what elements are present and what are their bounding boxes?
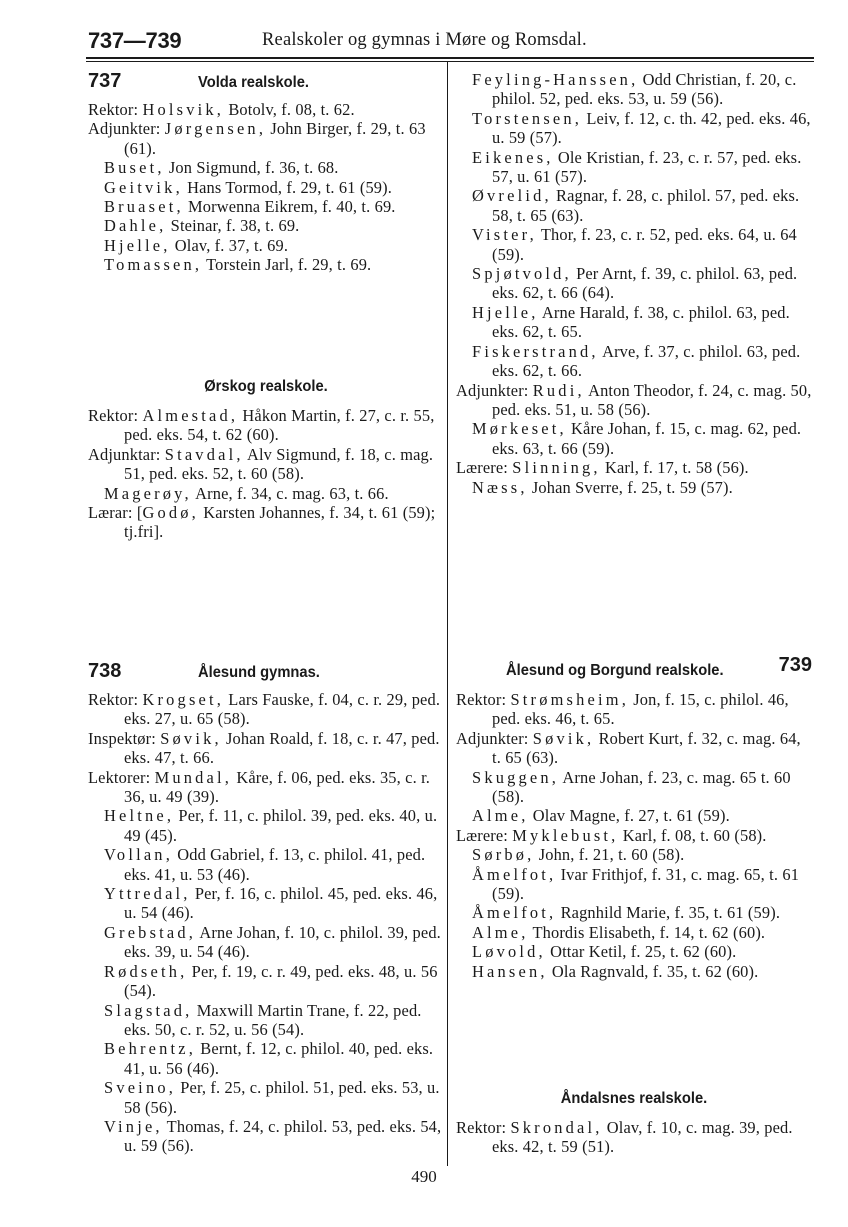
- entry-details: Hans Tormod, f. 29, t. 61 (59).: [182, 177, 392, 197]
- role-label: Adjunkter:: [456, 380, 533, 400]
- entry-details: Morwenna Eikrem, f. 40, t. 69.: [183, 197, 396, 217]
- staff-entry: [88, 884, 444, 923]
- surname: Rødseth,: [104, 961, 188, 981]
- surname: Grebstad,: [104, 922, 197, 942]
- staff-entry: [88, 484, 444, 503]
- role-label: Adjunkter:: [456, 728, 533, 748]
- entry-details: Johan Roald, f. 18, c. r. 47, ped. eks. 47, t. 66.: [124, 728, 440, 768]
- surname: Vinje,: [104, 1116, 163, 1136]
- staff-entry: [456, 342, 812, 381]
- section-title: Ålesund og Borgund realskole.: [506, 662, 724, 679]
- section-title: Ålesund gymnas.: [198, 664, 320, 681]
- andalsnes-entries: [456, 1118, 812, 1157]
- entry-details: Per, f. 11, c. philol. 39, ped. eks. 40, u. 49 (45).: [124, 806, 438, 845]
- surname: Almestad,: [142, 406, 239, 425]
- role-label: Rektor:: [88, 690, 143, 709]
- surname: Fiskerstrand,: [472, 341, 599, 361]
- surname: Myklebust,: [512, 825, 619, 845]
- page-number: 490: [411, 1167, 437, 1186]
- staff-entry: [456, 70, 812, 109]
- andalsnes-section: [456, 1088, 812, 1157]
- section-number: 739: [778, 654, 812, 676]
- surname: Bruaset,: [104, 197, 184, 217]
- entry-details: Thordis Elisabeth, f. 14, t. 62 (60).: [528, 922, 766, 942]
- entry-details: Torstein Jarl, f. 29, t. 69.: [202, 255, 372, 275]
- section-number: 738: [88, 660, 122, 682]
- entry-details: Ragnar, f. 28, c. philol. 57, ped. eks. 58, t. 65 (63).: [492, 186, 800, 225]
- header-rule-thin: [86, 61, 814, 62]
- surname: Åmelfot,: [472, 903, 557, 923]
- surname: Spjøtvold,: [472, 264, 572, 284]
- entry-details: Ragnhild Marie, f. 35, t. 61 (59).: [556, 903, 781, 923]
- staff-entry: [456, 148, 812, 187]
- entry-details: Steinar, f. 38, t. 69.: [166, 216, 300, 236]
- andalsnes-heading: [456, 1088, 812, 1114]
- section-738-entries: [88, 690, 444, 1156]
- entry-details: Lars Fauske, f. 04, c. r. 29, ped. eks. 27, u. 65 (58).: [124, 690, 441, 729]
- entry-details: Arne Johan, f. 23, c. mag. 65 t. 60 (58).: [492, 767, 791, 807]
- staff-entry: [88, 100, 444, 119]
- staff-entry: [88, 503, 444, 542]
- staff-entry: [456, 826, 812, 845]
- entry-details: Anton Theodor, f. 24, c. mag. 50, ped. eks. 51, u. 58 (56).: [492, 380, 812, 419]
- entry-details: Arne, f. 34, c. mag. 63, t. 66.: [191, 483, 389, 503]
- staff-entry: [456, 768, 812, 807]
- surname: Vister,: [472, 225, 537, 245]
- continuation-entries: [456, 70, 812, 497]
- surname: Næss,: [472, 477, 528, 497]
- left-column: [88, 70, 444, 275]
- section-738-heading: [88, 660, 444, 686]
- role-label: Lektorer:: [88, 767, 155, 787]
- section-739: [456, 654, 812, 981]
- surname: Alme,: [472, 922, 529, 942]
- staff-entry: [456, 419, 812, 458]
- staff-entry: [88, 1001, 444, 1040]
- role-label: Lærere:: [456, 458, 513, 478]
- staff-entry: [88, 690, 444, 729]
- section-number: 737: [88, 70, 122, 92]
- entry-details: Maxwill Martin Trane, f. 22, ped. eks. 50, c. r. 52, u. 56 (54).: [124, 1000, 422, 1039]
- entry-details: John, f. 21, t. 60 (58).: [534, 845, 685, 865]
- role-label: Adjunktar:: [88, 444, 165, 464]
- surname: Skuggen,: [472, 767, 560, 787]
- surname: Buset,: [104, 158, 165, 178]
- surname: Magerøy,: [104, 483, 192, 503]
- surname: Slinning,: [512, 458, 601, 478]
- staff-entry: [456, 690, 812, 729]
- role-label: Rektor:: [88, 100, 143, 119]
- entry-details: John Birger, f. 29, t. 63 (61).: [124, 119, 426, 158]
- section-title: Åndalsnes realskole.: [560, 1090, 708, 1107]
- staff-entry: [88, 729, 444, 768]
- staff-entry: [456, 845, 812, 864]
- surname: Yttredal,: [104, 884, 191, 904]
- role-label: Lærar: [: [88, 503, 143, 523]
- surname: Rudi,: [532, 380, 585, 400]
- entry-details: Johan Sverre, f. 25, t. 59 (57).: [527, 477, 733, 497]
- entry-details: Odd Gabriel, f. 13, c. philol. 41, ped. eks. 41, u. 53 (46).: [124, 845, 426, 884]
- staff-entry: [88, 406, 444, 445]
- entry-details: Olav, f. 10, c. mag. 39, ped. eks. 42, t. 59 (51).: [492, 1118, 793, 1157]
- entry-details: Ivar Frithjof, f. 31, c. mag. 65, t. 61 (59).: [492, 864, 800, 904]
- staff-entry: [456, 186, 812, 225]
- entry-details: Robert Kurt, f. 32, c. mag. 64, t. 65 (63).: [492, 728, 801, 768]
- role-label: Rektor:: [456, 690, 511, 709]
- surname: Torstensen,: [472, 108, 583, 128]
- entry-details: Karsten Johannes, f. 34, t. 61 (59); tj.fri].: [124, 503, 436, 542]
- staff-entry: [456, 903, 812, 922]
- surname: Hjelle,: [472, 302, 539, 322]
- entry-details: Jon Sigmund, f. 36, t. 68.: [164, 158, 339, 178]
- entry-details: Alv Sigmund, f. 18, c. mag. 51, ped. eks. 52, t. 60 (58).: [124, 444, 434, 484]
- staff-entry: [456, 962, 812, 981]
- staff-entry: [456, 458, 812, 477]
- surname: Holsvik,: [142, 100, 225, 119]
- surname: Søvik,: [160, 728, 222, 748]
- surname: Sveino,: [104, 1078, 177, 1098]
- role-label: Adjunkter:: [88, 119, 165, 139]
- surname: Eikenes,: [472, 147, 554, 167]
- entry-details: Bernt, f. 12, c. philol. 40, ped. eks. 41, u. 56 (46).: [124, 1039, 434, 1078]
- section-title: Volda realskole.: [198, 74, 310, 91]
- surname: Dahle,: [104, 216, 167, 236]
- page-header-title: Realskoler og gymnas i Møre og Romsdal.: [262, 30, 587, 50]
- staff-entry: [88, 923, 444, 962]
- staff-entry: [88, 197, 444, 216]
- staff-entry: [456, 729, 812, 768]
- staff-entry: [456, 381, 812, 420]
- surname: Alme,: [472, 806, 529, 826]
- staff-entry: [88, 768, 444, 807]
- staff-entry: [88, 216, 444, 235]
- entry-details: Kåre Johan, f. 15, c. mag. 62, ped. eks. 63, t. 66 (59).: [492, 419, 802, 458]
- staff-entry: [88, 445, 444, 484]
- header-rule: [86, 57, 814, 59]
- entry-details: Arve, f. 37, c. philol. 63, ped. eks. 62, t. 66.: [492, 341, 801, 381]
- staff-entry: [456, 942, 812, 961]
- staff-entry: [88, 236, 444, 255]
- surname: Krogset,: [142, 690, 225, 709]
- surname: Strømsheim,: [510, 690, 629, 709]
- entry-details: Karl, f. 08, t. 60 (58).: [618, 825, 767, 845]
- role-label: Lærere:: [456, 825, 513, 845]
- section-739-entries: [456, 690, 812, 981]
- entry-details: Per, f. 19, c. r. 49, ped. eks. 48, u. 56 (54).: [124, 961, 438, 1001]
- entry-details: Olav Magne, f. 27, t. 61 (59).: [528, 806, 730, 826]
- staff-entry: [88, 845, 444, 884]
- staff-entry: [88, 158, 444, 177]
- staff-entry: [88, 178, 444, 197]
- section-739-heading: [456, 654, 812, 686]
- staff-entry: [88, 1078, 444, 1117]
- entry-details: Arne Harald, f. 38, c. philol. 63, ped. eks. 62, t. 65.: [492, 302, 790, 342]
- staff-entry: [88, 1117, 444, 1156]
- surname: Stavdal,: [164, 444, 244, 464]
- surname: Slagstad,: [104, 1000, 193, 1020]
- surname: Hjelle,: [104, 235, 171, 255]
- staff-entry: [88, 806, 444, 845]
- surname: Jørgensen,: [164, 119, 267, 139]
- entry-details: Arne Johan, f. 10, c. philol. 39, ped. eks. 39, u. 54 (46).: [124, 922, 441, 962]
- surname: Mundal,: [154, 767, 233, 787]
- staff-entry: [456, 109, 812, 148]
- role-label: Inspektør:: [88, 728, 161, 748]
- surname: Søvik,: [532, 728, 595, 748]
- column-divider: [447, 62, 448, 1166]
- section-title: Ørskog realskole.: [204, 378, 328, 395]
- orskog-section: [88, 376, 444, 542]
- surname: Behrentz,: [104, 1039, 197, 1059]
- entry-details: Per Arnt, f. 39, c. philol. 63, ped. eks. 62, t. 66 (64).: [492, 264, 798, 303]
- surname: Geitvik,: [104, 177, 183, 197]
- section-737-entries: [88, 100, 444, 275]
- staff-entry: [88, 119, 444, 158]
- surname: Tomassen,: [104, 255, 203, 275]
- entry-details: Karl, f. 17, t. 58 (56).: [600, 458, 749, 478]
- surname: Feyling-Hanssen,: [472, 70, 639, 89]
- entry-details: Per, f. 16, c. philol. 45, ped. eks. 46, u. 54 (46).: [124, 884, 438, 923]
- entry-details: Leiv, f. 12, c. th. 42, ped. eks. 46, u. 59 (57).: [492, 108, 811, 148]
- staff-entry: [456, 923, 812, 942]
- entry-details: Ola Ragnvald, f. 35, t. 62 (60).: [547, 961, 759, 981]
- entry-details: Jon, f. 15, c. philol. 46, ped. eks. 46, t. 65.: [492, 690, 789, 729]
- page-header-range: 737—739: [88, 28, 182, 53]
- surname: Godø,: [142, 503, 199, 523]
- surname: Vollan,: [104, 845, 173, 865]
- staff-entry: [456, 478, 812, 497]
- entry-details: Håkon Martin, f. 27, c. r. 55, ped. eks. 54, t. 62 (60).: [124, 406, 435, 445]
- staff-entry: [88, 255, 444, 274]
- staff-entry: [456, 264, 812, 303]
- orskog-entries: [88, 406, 444, 542]
- entry-details: Botolv, f. 08, t. 62.: [224, 100, 355, 119]
- entry-details: Ole Kristian, f. 23, c. r. 57, ped. eks. 57, u. 61 (57).: [492, 147, 802, 187]
- staff-entry: [456, 303, 812, 342]
- entry-details: Ottar Ketil, f. 25, t. 62 (60).: [545, 942, 737, 962]
- entry-details: Thomas, f. 24, c. philol. 53, ped. eks. 54, u. 59 (56).: [124, 1116, 442, 1156]
- orskog-heading: [88, 376, 444, 402]
- staff-entry: [88, 1039, 444, 1078]
- right-column-continuation: [456, 70, 812, 497]
- entry-details: Olav, f. 37, t. 69.: [170, 235, 289, 255]
- section-738: [88, 660, 444, 1156]
- surname: Øvrelid,: [472, 186, 552, 206]
- staff-entry: [456, 806, 812, 825]
- entry-details: Odd Christian, f. 20, c. philol. 52, ped. eks. 53, u. 59 (56).: [492, 70, 797, 109]
- staff-entry: [456, 225, 812, 264]
- staff-entry: [88, 962, 444, 1001]
- role-label: Rektor:: [88, 406, 143, 425]
- surname: Hansen,: [472, 961, 548, 981]
- surname: Mørkeset,: [472, 419, 567, 439]
- role-label: Rektor:: [456, 1118, 511, 1137]
- entry-details: Kåre, f. 06, ped. eks. 35, c. r. 36, u. 49 (39).: [124, 767, 431, 807]
- entry-details: Thor, f. 23, c. r. 52, ped. eks. 64, u. 64 (59).: [492, 225, 797, 264]
- entry-details: Per, f. 25, c. philol. 51, ped. eks. 53, u. 58 (56).: [124, 1078, 440, 1117]
- surname: Skrondal,: [510, 1118, 603, 1137]
- staff-entry: [456, 1118, 812, 1157]
- section-737-heading: [88, 70, 444, 96]
- surname: Sørbø,: [472, 845, 535, 865]
- surname: Åmelfot,: [472, 864, 557, 884]
- staff-entry: [456, 865, 812, 904]
- surname: Heltne,: [104, 806, 175, 826]
- surname: Løvold,: [472, 942, 546, 962]
